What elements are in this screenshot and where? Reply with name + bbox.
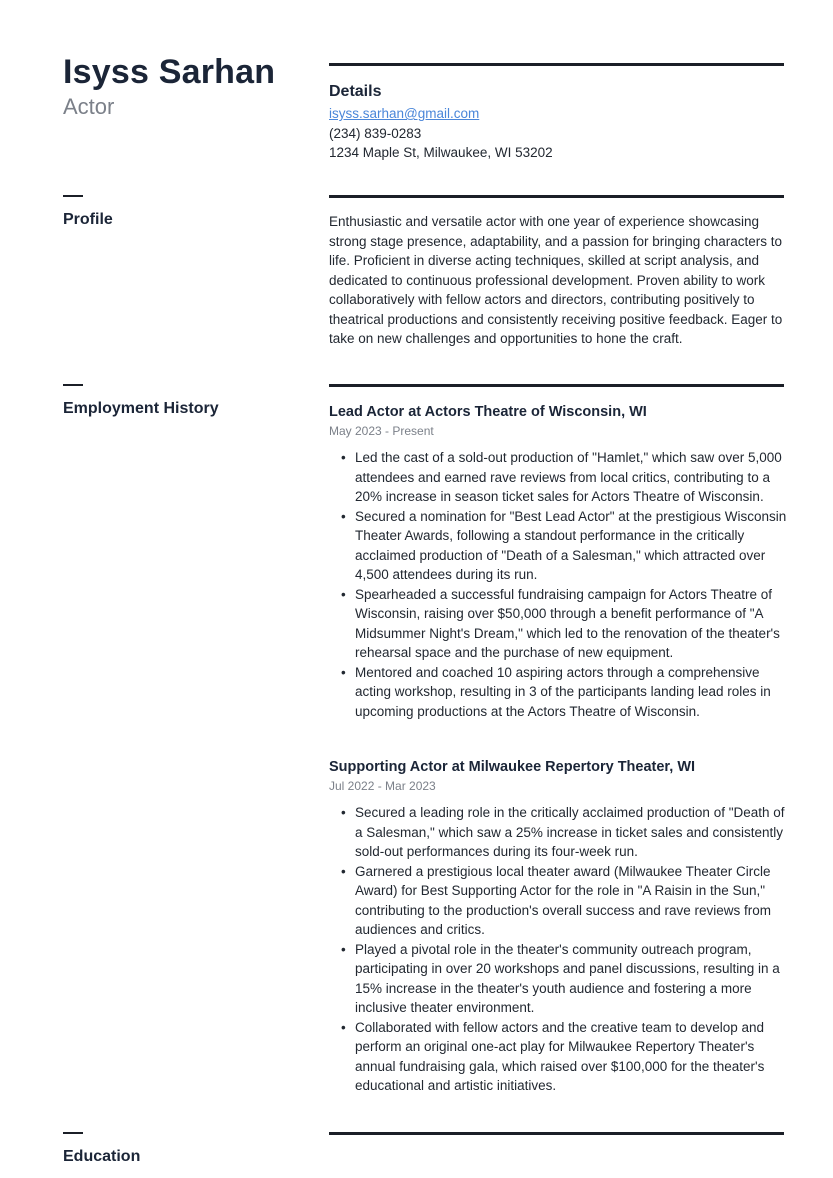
details-divider <box>329 63 784 66</box>
employment-heading: Employment History <box>63 400 219 417</box>
job-dates: Jul 2022 - Mar 2023 <box>329 779 436 793</box>
job-entry <box>329 757 787 1096</box>
job-bullet: • Spearheaded a successful fundraising campaign for Actors Theatre of Wisconsin, raising over $50,000 through a benefit performance of "A Midsummer Night's Dream," which led to the renovation of the theater's rehearsal space and the purchase of new equipment. <box>329 585 787 663</box>
education-dash <box>63 1132 83 1134</box>
job-title: Supporting Actor at Milwaukee Repertory Theater, WI <box>329 759 696 775</box>
education-divider <box>329 1132 784 1135</box>
job-bullet: • Garnered a prestigious local theater award (Milwaukee Theater Circle Award) for Best Supporting Actor for the role in "A Raisin in the Sun," contributing to the production's overall success and rave reviews from audiences and critics. <box>329 862 787 940</box>
job-title: Lead Actor at Actors Theatre of Wisconsin, WI <box>329 404 647 420</box>
address: 1234 Maple St, Milwaukee, WI 53202 <box>329 145 553 160</box>
job-entry <box>329 402 787 721</box>
profile-heading: Profile <box>63 211 113 228</box>
job-bullet: • Collaborated with fellow actors and the creative team to develop and perform an original one-act play for Milwaukee Repertory Theater's annual fundraising gala, which raised over $100,000 for the theater's educational and artistic initiatives. <box>329 1018 787 1096</box>
phone-number: (234) 839-0283 <box>329 125 422 141</box>
profile-dash <box>63 195 83 197</box>
profile-divider <box>329 195 784 198</box>
details-heading: Details <box>329 83 382 100</box>
education-heading: Education <box>63 1148 141 1165</box>
job-bullets <box>329 448 787 721</box>
job-bullets <box>329 803 787 1096</box>
details-block <box>329 104 784 163</box>
job-bullet: • Played a pivotal role in the theater's community outreach program, participating in over 20 workshops and panel discussions, resulting in a 15% increase in the theater's youth audience and fostering a more inclusive theater environment. <box>329 940 787 1018</box>
email-link[interactable]: isyss.sarhan@gmail.com <box>329 106 480 121</box>
job-bullet: • Secured a nomination for "Best Lead Actor" at the prestigious Wisconsin Theater Awards, following a standout performance in the critically acclaimed production of "Death of a Salesman," which attracted over 4,500 attendees during its run. <box>329 507 787 585</box>
candidate-name: Isyss Sarhan <box>63 53 276 91</box>
candidate-role: Actor <box>63 94 115 119</box>
employment-divider <box>329 384 784 387</box>
employment-dash <box>63 384 83 386</box>
job-bullet: • Led the cast of a sold-out production of "Hamlet," which saw over 5,000 attendees and earned rave reviews from local critics, contributing to a 20% increase in season ticket sales for Actors Theatre of Wisconsin. <box>329 448 787 507</box>
job-bullet: • Secured a leading role in the critically acclaimed production of "Death of a Salesman," which saw a 25% increase in ticket sales and consistently sold-out performances during its four-week run. <box>329 803 787 862</box>
job-dates: May 2023 - Present <box>329 424 434 438</box>
profile-summary: Enthusiastic and versatile actor with one year of experience showcasing strong stage presence, adaptability, and a passion for bringing characters to life. Proficient in diverse acting techniques, skilled at script analysis, and dedicated to continuous professional development. Proven ability to work collaboratively with fellow actors and directors, contributing positively to theatrical productions and consistently receiving positive feedback. Eager to take on new challenges and opportunities to hone the craft. <box>329 214 783 346</box>
job-bullet: • Mentored and coached 10 aspiring actors through a comprehensive acting workshop, resulting in 3 of the participants landing lead roles in upcoming productions at the Actors Theatre of Wisconsin. <box>329 663 787 722</box>
